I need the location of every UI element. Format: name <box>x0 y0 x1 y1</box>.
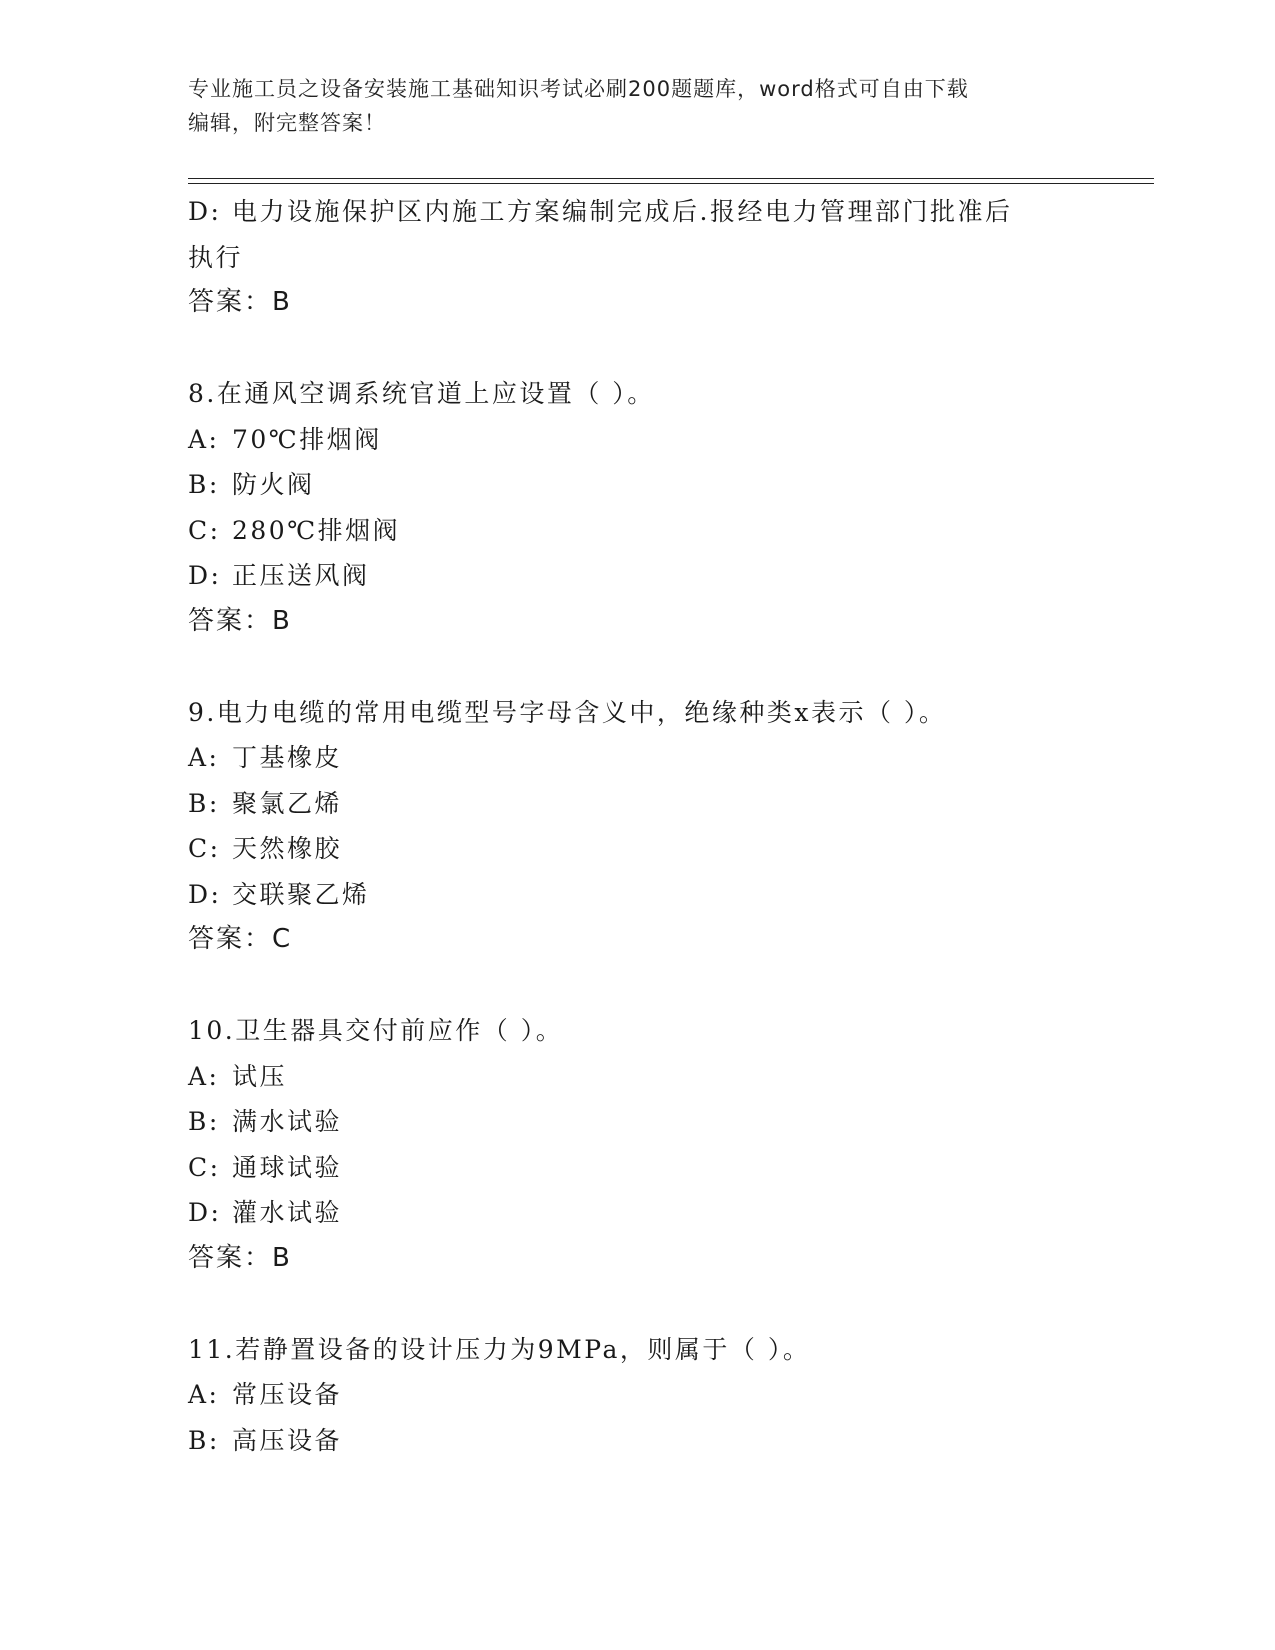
option-b <box>188 1099 1088 1145</box>
option-c <box>188 1145 1088 1191</box>
option-text: 天然橡胶 <box>232 834 343 863</box>
option-prefix: B: <box>188 788 220 818</box>
option-d <box>188 1190 1088 1236</box>
option-text: 高压设备 <box>232 1425 343 1455</box>
answer-line: 答案：B <box>188 1242 292 1273</box>
option-b <box>188 462 1088 508</box>
header-title-line-2: 编辑，附完整答案！ <box>188 111 386 135</box>
question-stem: 8.在通风空调系统官道上应设置（ ）。 <box>188 379 655 408</box>
header-title-line-1: 专业施工员之设备安装施工基础知识考试必刷200题题库，word格式可自由下载 <box>188 77 969 101</box>
spacer <box>188 326 1088 372</box>
option-a <box>188 1054 1088 1100</box>
spacer <box>188 644 1088 690</box>
option-prefix: B: <box>188 470 220 499</box>
question-content <box>188 189 1088 1463</box>
option-text: 正压送风阀 <box>232 561 370 590</box>
option-a <box>188 417 1088 463</box>
option-prefix: B: <box>188 1425 220 1455</box>
option-d <box>188 553 1088 599</box>
option-c <box>188 826 1088 872</box>
option-prefix: D: <box>188 197 222 226</box>
option-text: 70℃排烟阀 <box>232 424 382 454</box>
option-c <box>188 508 1088 554</box>
continued-option-d-wrap: 执行 <box>188 242 244 272</box>
option-text: 电力设施保护区内施工方案编制完成后.报经电力管理部门批准后 <box>232 197 1013 226</box>
question-stem: 9.电力电缆的常用电缆型号字母含义中，绝缘种类x表示（ ）。 <box>188 697 947 727</box>
option-text: 满水试验 <box>232 1107 343 1136</box>
option-text: 试压 <box>232 1061 288 1091</box>
option-prefix: D: <box>188 561 222 590</box>
option-text: 防火阀 <box>232 470 315 499</box>
option-prefix: C: <box>188 515 221 545</box>
answer-line: 答案：C <box>188 924 293 954</box>
option-b <box>188 1418 1088 1464</box>
option-text: 通球试验 <box>232 1152 343 1182</box>
option-prefix: C: <box>188 834 221 863</box>
answer-line: 答案：B <box>188 287 292 317</box>
option-a <box>188 1372 1088 1418</box>
option-prefix: C: <box>188 1152 221 1182</box>
spacer <box>188 963 1088 1009</box>
option-prefix: A: <box>188 424 220 454</box>
option-text: 丁基橡皮 <box>232 743 343 772</box>
option-d <box>188 872 1088 918</box>
option-prefix: D: <box>188 879 222 909</box>
option-text: 聚氯乙烯 <box>232 788 343 818</box>
option-prefix: A: <box>188 1380 220 1409</box>
document-header <box>188 72 1088 140</box>
continued-option-d <box>188 189 1088 235</box>
option-text: 灌水试验 <box>232 1198 343 1227</box>
question-stem: 10.卫生器具交付前应作（ ）。 <box>188 1016 564 1045</box>
option-text: 常压设备 <box>232 1380 343 1409</box>
header-divider-bottom <box>188 183 1154 184</box>
option-prefix: A: <box>188 743 220 772</box>
answer-line: 答案：B <box>188 605 292 636</box>
option-prefix: B: <box>188 1107 220 1136</box>
spacer <box>188 1281 1088 1327</box>
header-divider-top <box>188 178 1154 179</box>
question-stem: 11.若静置设备的设计压力为9MPa，则属于（ ）。 <box>188 1334 811 1364</box>
option-text: 280℃排烟阀 <box>232 515 401 545</box>
option-prefix: D: <box>188 1198 222 1227</box>
option-text: 交联聚乙烯 <box>232 879 370 909</box>
option-b <box>188 781 1088 827</box>
option-a <box>188 735 1088 781</box>
option-prefix: A: <box>188 1061 220 1091</box>
